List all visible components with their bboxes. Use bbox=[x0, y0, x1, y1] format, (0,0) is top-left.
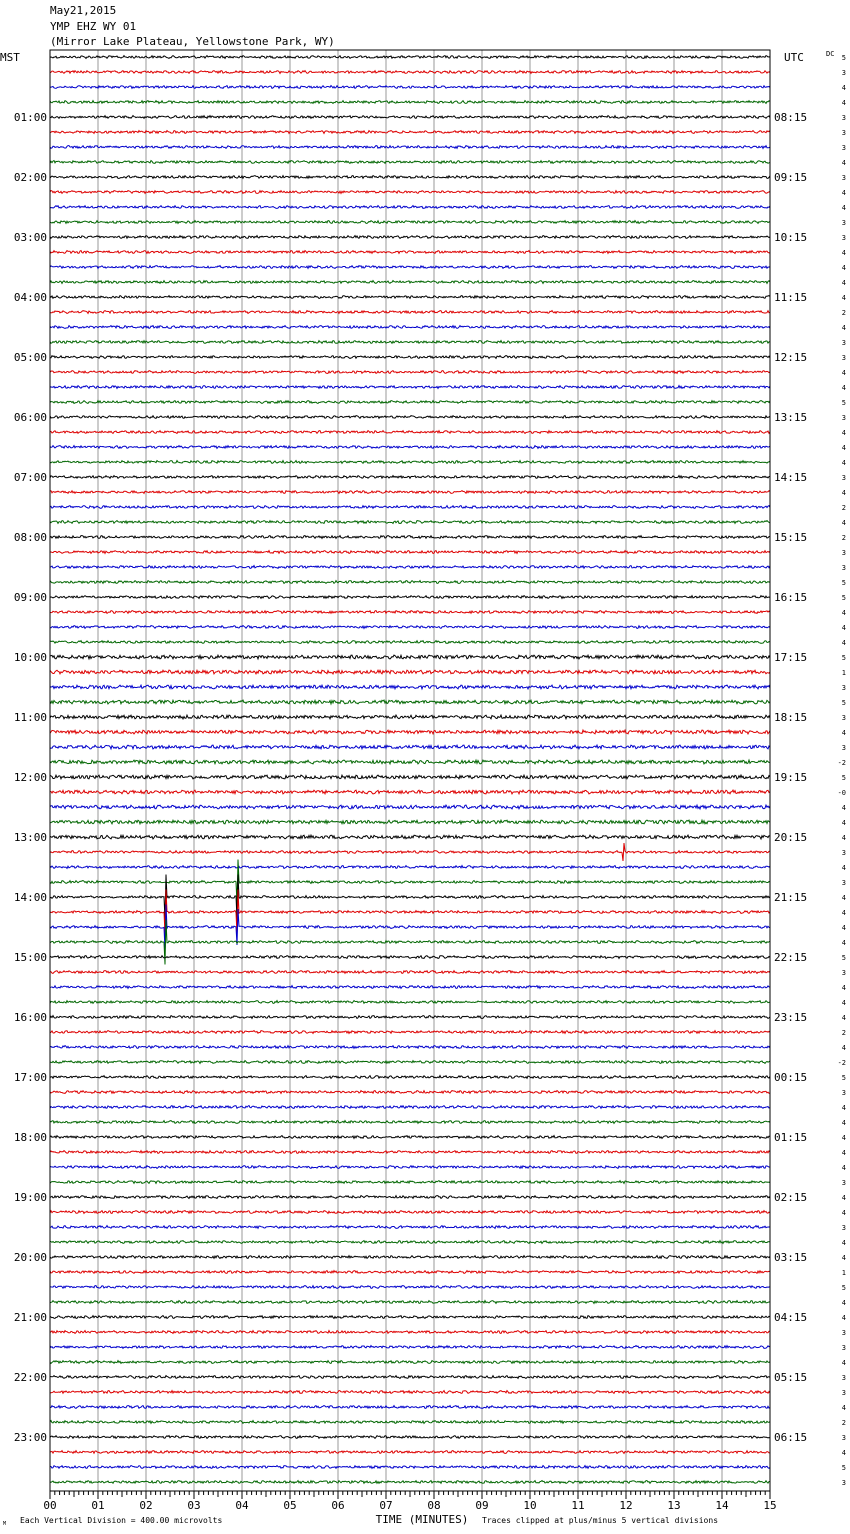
x-tick-label: 05 bbox=[283, 1499, 297, 1512]
dc-offset-label: 4 bbox=[841, 489, 846, 497]
trace-line bbox=[50, 1421, 770, 1424]
dc-offset-label: 3 bbox=[841, 174, 846, 182]
trace-line bbox=[50, 1376, 770, 1379]
dc-offset-label: 4 bbox=[841, 1254, 846, 1262]
right-hour-label: 11:15 bbox=[774, 291, 808, 304]
dc-offset-label: 3 bbox=[841, 1434, 846, 1442]
trace-line bbox=[50, 221, 770, 224]
x-axis-title: TIME (MINUTES) bbox=[375, 1513, 469, 1526]
trace-line bbox=[50, 760, 770, 764]
dc-offset-label: 3 bbox=[841, 744, 846, 752]
dc-offset-label: 4 bbox=[841, 294, 846, 302]
left-hour-label: 10:00 bbox=[13, 651, 47, 664]
trace-line bbox=[50, 790, 770, 794]
trace-line bbox=[50, 611, 770, 614]
dc-offset-label: 4 bbox=[841, 1239, 846, 1247]
right-hour-label: 14:15 bbox=[774, 471, 808, 484]
dc-offset-label: 3 bbox=[841, 129, 846, 137]
dc-offset-label: 5 bbox=[841, 1284, 846, 1292]
trace-line bbox=[50, 101, 770, 104]
right-hour-label: 08:15 bbox=[774, 111, 808, 124]
right-hour-label: 02:15 bbox=[774, 1191, 808, 1204]
trace-line bbox=[50, 1166, 770, 1169]
trace-line bbox=[50, 476, 770, 479]
dc-offset-label: 3 bbox=[841, 1089, 846, 1097]
dc-offset-label: 4 bbox=[841, 639, 846, 647]
trace-line bbox=[50, 251, 770, 254]
dc-offset-label: 3 bbox=[841, 234, 846, 242]
dc-offset-label: 4 bbox=[841, 819, 846, 827]
clip-note: Traces clipped at plus/minus 5 vertical divisions bbox=[482, 1516, 719, 1525]
left-hour-label: 21:00 bbox=[13, 1311, 47, 1324]
left-hour-label: 04:00 bbox=[13, 291, 47, 304]
dc-offset-label: 4 bbox=[841, 939, 846, 947]
trace-line bbox=[50, 1136, 770, 1139]
left-hour-label: 23:00 bbox=[13, 1431, 47, 1444]
right-hour-label: 05:15 bbox=[774, 1371, 808, 1384]
dc-offset-label: 4 bbox=[841, 444, 846, 452]
dc-offset-label: 3 bbox=[841, 849, 846, 857]
dc-offset-label: 4 bbox=[841, 1044, 846, 1052]
dc-offset-label: -0 bbox=[837, 789, 846, 797]
trace-line bbox=[50, 986, 770, 989]
trace-line bbox=[50, 596, 770, 599]
dc-offset-label: 1 bbox=[841, 669, 846, 677]
trace-line bbox=[50, 1181, 770, 1184]
trace-line bbox=[50, 161, 770, 164]
dc-offset-label: 3 bbox=[841, 354, 846, 362]
dc-offset-label: 3 bbox=[841, 414, 846, 422]
trace-line bbox=[50, 56, 770, 59]
trace-line bbox=[50, 146, 770, 149]
trace-line bbox=[50, 1271, 770, 1274]
trace-line bbox=[50, 1286, 770, 1289]
trace-line bbox=[50, 581, 770, 584]
dc-offset-label: 3 bbox=[841, 1389, 846, 1397]
dc-offset-label: 4 bbox=[841, 99, 846, 107]
x-tick-label: 07 bbox=[379, 1499, 393, 1512]
left-hour-label: 06:00 bbox=[13, 411, 47, 424]
trace-line bbox=[50, 1256, 770, 1259]
trace-line bbox=[50, 715, 770, 719]
trace-line bbox=[50, 536, 770, 539]
x-tick-label: 04 bbox=[235, 1499, 249, 1512]
trace-line bbox=[50, 491, 770, 494]
right-hour-label: 00:15 bbox=[774, 1071, 808, 1084]
right-hour-label: 13:15 bbox=[774, 411, 808, 424]
dc-offset-label: 4 bbox=[841, 804, 846, 812]
dc-offset-label: 4 bbox=[841, 1104, 846, 1112]
trace-line bbox=[50, 700, 770, 704]
trace-line bbox=[50, 1151, 770, 1154]
dc-offset-label: 4 bbox=[841, 1194, 846, 1202]
trace-line bbox=[50, 131, 770, 134]
dc-offset-label: 2 bbox=[841, 1029, 846, 1037]
left-hour-label: 19:00 bbox=[13, 1191, 47, 1204]
right-hour-label: 06:15 bbox=[774, 1431, 808, 1444]
dc-offset-label: -2 bbox=[837, 759, 846, 767]
left-hour-label: 18:00 bbox=[13, 1131, 47, 1144]
trace-line bbox=[50, 820, 770, 824]
right-hour-label: 22:15 bbox=[774, 951, 808, 964]
left-hour-label: 01:00 bbox=[13, 111, 47, 124]
left-hour-label: 15:00 bbox=[13, 951, 47, 964]
trace-line bbox=[50, 670, 770, 674]
trace-line bbox=[50, 745, 770, 749]
trace-line bbox=[50, 641, 770, 644]
dc-offset-label: 2 bbox=[841, 309, 846, 317]
trace-line bbox=[50, 281, 770, 284]
dc-offset-label: 5 bbox=[841, 399, 846, 407]
scale-note: Each Vertical Division = 400.00 microvolts bbox=[20, 1516, 223, 1525]
dc-offset-label: 4 bbox=[841, 864, 846, 872]
chart-station: YMP EHZ WY 01 bbox=[50, 20, 137, 33]
dc-offset-label: 4 bbox=[841, 909, 846, 917]
dc-offset-label: 3 bbox=[841, 1479, 846, 1487]
dc-offset-label: 4 bbox=[841, 1359, 846, 1367]
dc-offset-label: -2 bbox=[837, 1059, 846, 1067]
dc-offset-label: 4 bbox=[841, 1149, 846, 1157]
dc-offset-label: 5 bbox=[841, 1464, 846, 1472]
dc-offset-label: 4 bbox=[841, 264, 846, 272]
x-tick-label: 06 bbox=[331, 1499, 345, 1512]
trace-line bbox=[50, 341, 770, 344]
trace-line bbox=[50, 730, 770, 734]
dc-offset-label: 4 bbox=[841, 1134, 846, 1142]
right-hour-label: 04:15 bbox=[774, 1311, 808, 1324]
dc-offset-label: 3 bbox=[841, 219, 846, 227]
trace-line bbox=[50, 1226, 770, 1229]
dc-offset-label: 4 bbox=[841, 429, 846, 437]
trace-line bbox=[50, 446, 770, 449]
x-tick-label: 08 bbox=[427, 1499, 441, 1512]
dc-offset-label: 4 bbox=[841, 204, 846, 212]
x-tick-label: 02 bbox=[139, 1499, 153, 1512]
right-hour-label: 15:15 bbox=[774, 531, 808, 544]
trace-line bbox=[50, 971, 770, 974]
dc-offset-label: 4 bbox=[841, 159, 846, 167]
dc-offset-label: 4 bbox=[841, 279, 846, 287]
trace-line bbox=[50, 1316, 770, 1319]
dc-offset-label: 3 bbox=[841, 339, 846, 347]
left-hour-label: 20:00 bbox=[13, 1251, 47, 1264]
right-hour-label: 18:15 bbox=[774, 711, 808, 724]
dc-offset-label: 4 bbox=[841, 1164, 846, 1172]
dc-offset-label: 4 bbox=[841, 924, 846, 932]
trace-line bbox=[50, 206, 770, 209]
right-timezone-label: UTC bbox=[784, 51, 804, 64]
trace-line bbox=[50, 566, 770, 569]
x-tick-label: 10 bbox=[523, 1499, 537, 1512]
trace-line bbox=[50, 356, 770, 359]
dc-offset-label: 5 bbox=[841, 699, 846, 707]
trace-line bbox=[50, 1406, 770, 1409]
trace-line bbox=[50, 326, 770, 329]
left-hour-label: 11:00 bbox=[13, 711, 47, 724]
left-hour-label: 14:00 bbox=[13, 891, 47, 904]
trace-line bbox=[50, 551, 770, 554]
dc-label: DC bbox=[826, 50, 835, 58]
trace-line bbox=[50, 1211, 770, 1214]
right-hour-label: 09:15 bbox=[774, 171, 808, 184]
trace-line bbox=[50, 386, 770, 389]
dc-offset-label: 4 bbox=[841, 1209, 846, 1217]
trace-line bbox=[50, 1196, 770, 1199]
trace-line bbox=[50, 431, 770, 434]
trace-line bbox=[50, 1346, 770, 1349]
trace-line bbox=[50, 71, 770, 74]
trace-line bbox=[50, 311, 770, 314]
trace-line bbox=[50, 775, 770, 779]
trace-line bbox=[50, 1241, 770, 1244]
left-hour-label: 13:00 bbox=[13, 831, 47, 844]
dc-offset-label: 4 bbox=[841, 1299, 846, 1307]
dc-offset-label: 5 bbox=[841, 579, 846, 587]
dc-offset-label: 5 bbox=[841, 594, 846, 602]
dc-offset-label: 2 bbox=[841, 534, 846, 542]
right-hour-label: 23:15 bbox=[774, 1011, 808, 1024]
x-tick-label: 03 bbox=[187, 1499, 201, 1512]
dc-offset-label: 5 bbox=[841, 954, 846, 962]
dc-offset-label: 4 bbox=[841, 369, 846, 377]
trace-line bbox=[50, 1001, 770, 1004]
right-hour-label: 01:15 bbox=[774, 1131, 808, 1144]
x-tick-label: 14 bbox=[715, 1499, 729, 1512]
dc-offset-label: 4 bbox=[841, 999, 846, 1007]
dc-offset-label: 3 bbox=[841, 879, 846, 887]
x-tick-label: 15 bbox=[763, 1499, 777, 1512]
trace-line bbox=[50, 956, 770, 959]
dc-offset-label: 4 bbox=[841, 249, 846, 257]
x-tick-label: 11 bbox=[571, 1499, 585, 1512]
trace-line bbox=[50, 461, 770, 464]
x-tick-label: 09 bbox=[475, 1499, 489, 1512]
trace-line bbox=[50, 805, 770, 809]
x-tick-label: 01 bbox=[91, 1499, 105, 1512]
right-hour-label: 19:15 bbox=[774, 771, 808, 784]
trace-line bbox=[50, 1391, 770, 1394]
dc-offset-label: 3 bbox=[841, 114, 846, 122]
dc-offset-label: 5 bbox=[841, 1074, 846, 1082]
trace-line bbox=[50, 401, 770, 404]
left-hour-label: 08:00 bbox=[13, 531, 47, 544]
trace-line bbox=[50, 266, 770, 269]
dc-offset-label: 4 bbox=[841, 84, 846, 92]
dc-offset-label: 4 bbox=[841, 1404, 846, 1412]
trace-line bbox=[50, 1331, 770, 1334]
left-hour-label: 03:00 bbox=[13, 231, 47, 244]
trace-line bbox=[50, 1046, 770, 1049]
dc-offset-label: 4 bbox=[841, 729, 846, 737]
right-hour-label: 21:15 bbox=[774, 891, 808, 904]
trace-line bbox=[50, 1481, 770, 1484]
dc-offset-label: 4 bbox=[841, 894, 846, 902]
dc-offset-label: 4 bbox=[841, 459, 846, 467]
chart-location: (Mirror Lake Plateau, Yellowstone Park, WY) bbox=[50, 35, 335, 48]
trace-line bbox=[50, 1061, 770, 1064]
dc-offset-label: 4 bbox=[841, 1314, 846, 1322]
trace-line bbox=[50, 1106, 770, 1109]
left-hour-label: 02:00 bbox=[13, 171, 47, 184]
trace-line bbox=[50, 296, 770, 299]
x-tick-label: 12 bbox=[619, 1499, 633, 1512]
dc-offset-label: 5 bbox=[841, 774, 846, 782]
dc-offset-label: 4 bbox=[841, 834, 846, 842]
chart-date: May21,2015 bbox=[50, 4, 117, 17]
trace-line bbox=[50, 866, 770, 869]
dc-offset-label: 5 bbox=[841, 654, 846, 662]
dc-offset-label: 3 bbox=[841, 1179, 846, 1187]
dc-offset-label: 3 bbox=[841, 969, 846, 977]
dc-offset-label: 4 bbox=[841, 1449, 846, 1457]
trace-line bbox=[50, 521, 770, 524]
trace-line bbox=[50, 86, 770, 89]
left-hour-label: 12:00 bbox=[13, 771, 47, 784]
x-tick-label: 00 bbox=[43, 1499, 57, 1512]
trace-line bbox=[50, 655, 770, 659]
trace-line bbox=[50, 835, 770, 839]
trace-line bbox=[50, 685, 770, 689]
dc-offset-label: 4 bbox=[841, 519, 846, 527]
trace-line bbox=[50, 1301, 770, 1304]
left-hour-label: 22:00 bbox=[13, 1371, 47, 1384]
trace-group bbox=[50, 56, 770, 1484]
dc-offset-label: 4 bbox=[841, 189, 846, 197]
dc-offset-label: 3 bbox=[841, 1344, 846, 1352]
trace-line bbox=[50, 1436, 770, 1439]
left-hour-label: 09:00 bbox=[13, 591, 47, 604]
trace-line bbox=[50, 1121, 770, 1124]
trace-line bbox=[50, 176, 770, 179]
right-hour-label: 16:15 bbox=[774, 591, 808, 604]
right-hour-label: 10:15 bbox=[774, 231, 808, 244]
dc-offset-label: 4 bbox=[841, 1014, 846, 1022]
trace-line bbox=[50, 1361, 770, 1364]
trace-line bbox=[50, 191, 770, 194]
trace-line bbox=[50, 371, 770, 374]
x-tick-label: 13 bbox=[667, 1499, 681, 1512]
dc-offset-label: 3 bbox=[841, 1374, 846, 1382]
dc-offset-label: 4 bbox=[841, 624, 846, 632]
dc-offset-label: 3 bbox=[841, 1224, 846, 1232]
right-hour-label: 03:15 bbox=[774, 1251, 808, 1264]
trace-line bbox=[50, 416, 770, 419]
trace-line bbox=[50, 1451, 770, 1454]
trace-line bbox=[50, 626, 770, 629]
trace-line bbox=[50, 1031, 770, 1034]
dc-offset-label: 4 bbox=[841, 384, 846, 392]
trace-line bbox=[50, 1076, 770, 1079]
dc-offset-label: 4 bbox=[841, 1119, 846, 1127]
trace-line bbox=[50, 1091, 770, 1094]
trace-line bbox=[50, 843, 770, 861]
right-hour-label: 17:15 bbox=[774, 651, 808, 664]
left-hour-label: 07:00 bbox=[13, 471, 47, 484]
right-hour-label: 20:15 bbox=[774, 831, 808, 844]
dc-offset-label: 3 bbox=[841, 1329, 846, 1337]
dc-offset-label: 3 bbox=[841, 144, 846, 152]
left-hour-label: 05:00 bbox=[13, 351, 47, 364]
trace-line bbox=[50, 116, 770, 119]
dc-offset-label: 3 bbox=[841, 474, 846, 482]
dc-offset-label: 3 bbox=[841, 714, 846, 722]
dc-offset-label: 2 bbox=[841, 1419, 846, 1427]
dc-offset-label: 2 bbox=[841, 504, 846, 512]
corner-mark: M bbox=[3, 1521, 7, 1527]
trace-line bbox=[50, 1016, 770, 1019]
dc-offset-label: 3 bbox=[841, 69, 846, 77]
time-axis bbox=[3, 1491, 777, 1527]
left-hour-label: 16:00 bbox=[13, 1011, 47, 1024]
dc-offset-label: 4 bbox=[841, 324, 846, 332]
left-timezone-label: MST bbox=[0, 51, 20, 64]
dc-offset-label: 3 bbox=[841, 549, 846, 557]
dc-offset-label: 3 bbox=[841, 684, 846, 692]
right-hour-label: 12:15 bbox=[774, 351, 808, 364]
dc-offset-label: 5 bbox=[841, 54, 846, 62]
dc-offset-label: 1 bbox=[841, 1269, 846, 1277]
left-hour-label: 17:00 bbox=[13, 1071, 47, 1084]
trace-line bbox=[50, 236, 770, 239]
dc-offset-label: 4 bbox=[841, 609, 846, 617]
dc-offset-label: 3 bbox=[841, 564, 846, 572]
trace-line bbox=[50, 1466, 770, 1469]
trace-line bbox=[50, 506, 770, 509]
dc-offset-label: 4 bbox=[841, 984, 846, 992]
